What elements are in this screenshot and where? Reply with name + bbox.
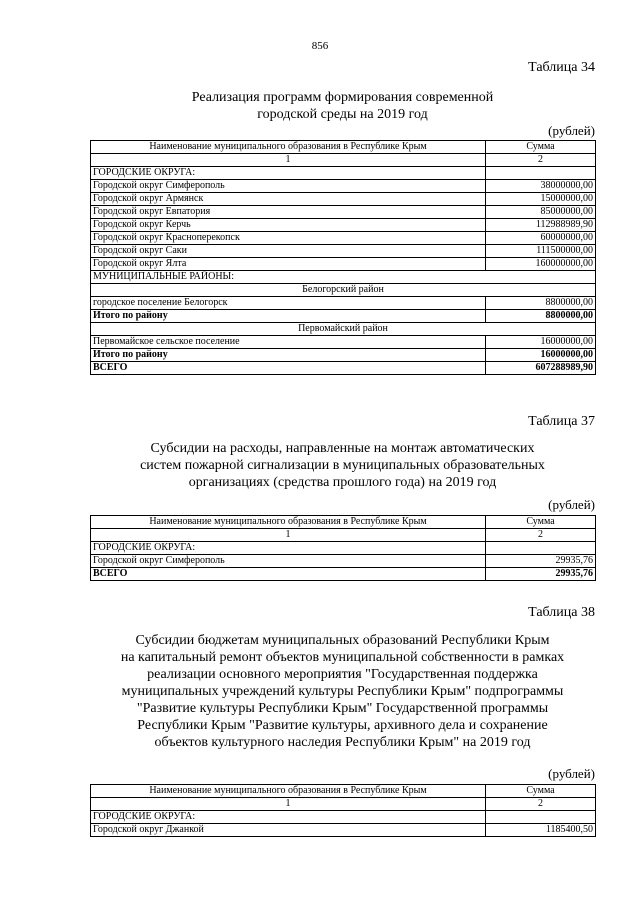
section-label: ГОРОДСКИЕ ОКРУГА: <box>91 811 486 824</box>
table-row <box>91 258 596 271</box>
row-name: Городской округ Ялта <box>91 258 486 271</box>
section-row <box>91 167 596 180</box>
col-name-header: Наименование муниципального образования в Республике Крым <box>91 516 486 529</box>
total-value: 16000000,00 <box>486 349 596 362</box>
col-number-1: 1 <box>91 154 486 167</box>
row-name: Городской округ Симферополь <box>91 180 486 193</box>
title-line: реализации основного мероприятия "Государственная поддержка <box>147 667 538 682</box>
title-line: организациях (средства прошлого года) на 2019 год <box>188 475 497 490</box>
table-row <box>91 297 596 310</box>
table-row <box>91 555 596 568</box>
table-row <box>91 219 596 232</box>
table-38-title <box>90 632 595 751</box>
row-name: Городской округ Саки <box>91 245 486 258</box>
table-34-title <box>90 89 595 123</box>
col-name-header: Наименование муниципального образования в Республике Крым <box>91 141 486 154</box>
col-number-1: 1 <box>91 529 486 542</box>
title-line: Субсидии на расходы, направленные на монтаж автоматических <box>150 441 535 456</box>
title-line: Реализация программ формирования современной <box>191 90 494 105</box>
table-38-label: Таблица 38 <box>528 605 595 620</box>
header-row <box>91 785 596 798</box>
empty-cell <box>486 167 596 180</box>
table-34 <box>90 140 596 375</box>
table-37-label: Таблица 37 <box>528 414 595 429</box>
row-value: 38000000,00 <box>486 180 596 193</box>
row-name: Городской округ Керчь <box>91 219 486 232</box>
grand-total-value: 607288989,90 <box>486 362 596 375</box>
section-row <box>91 811 596 824</box>
col-name-header: Наименование муниципального образования в Республике Крым <box>91 785 486 798</box>
table-row <box>91 206 596 219</box>
grand-total-row <box>91 568 596 581</box>
title-line: Субсидии бюджетам муниципальных образований Республики Крым <box>135 633 550 648</box>
total-label: Итого по району <box>91 349 486 362</box>
grand-total-value: 29935,76 <box>486 568 596 581</box>
col-number-1: 1 <box>91 798 486 811</box>
title-line: объектов культурного наследия Республики Крым" на 2019 год <box>154 735 531 750</box>
row-name: Первомайское сельское поселение <box>91 336 486 349</box>
row-value: 8800000,00 <box>486 297 596 310</box>
col-number-2: 2 <box>486 529 596 542</box>
section-row <box>91 542 596 555</box>
title-line: Республики Крым "Развитие культуры, архивного дела и сохранение <box>137 718 548 733</box>
table-34-unit: (рублей) <box>548 123 595 138</box>
section-row <box>91 271 596 284</box>
col-sum-header: Сумма <box>486 785 596 798</box>
district-row <box>91 323 596 336</box>
table-38-unit: (рублей) <box>548 766 595 781</box>
table-37 <box>90 515 596 581</box>
title-line: "Развитие культуры Республики Крым" Государственной программы <box>136 701 549 716</box>
row-value: 15000000,00 <box>486 193 596 206</box>
header-row <box>91 516 596 529</box>
grand-total-label: ВСЕГО <box>91 568 486 581</box>
table-34-label: Таблица 34 <box>528 60 595 75</box>
col-number-2: 2 <box>486 154 596 167</box>
col-number-2: 2 <box>486 798 596 811</box>
col-number-row <box>91 798 596 811</box>
total-label: Итого по району <box>91 310 486 323</box>
col-sum-header: Сумма <box>486 516 596 529</box>
row-name: Городской округ Симферополь <box>91 555 486 568</box>
row-value: 85000000,00 <box>486 206 596 219</box>
row-value: 1185400,50 <box>486 824 596 837</box>
total-value: 8800000,00 <box>486 310 596 323</box>
row-name: Городской округ Красноперекопск <box>91 232 486 245</box>
title-line: муниципальных учреждений культуры Республики Крым" подпрограммы <box>121 684 564 699</box>
row-value: 16000000,00 <box>486 336 596 349</box>
row-name: Городской округ Армянск <box>91 193 486 206</box>
section-label: ГОРОДСКИЕ ОКРУГА: <box>91 167 486 180</box>
grand-total-label: ВСЕГО <box>91 362 486 375</box>
total-row <box>91 349 596 362</box>
table-row <box>91 245 596 258</box>
table-row <box>91 180 596 193</box>
col-number-row <box>91 529 596 542</box>
empty-cell <box>486 542 596 555</box>
title-line: на капитальный ремонт объектов муниципальной собственности в рамках <box>120 650 565 665</box>
row-value: 29935,76 <box>486 555 596 568</box>
row-value: 111500000,00 <box>486 245 596 258</box>
title-line: городской среды на 2019 год <box>257 107 428 122</box>
section-label: ГОРОДСКИЕ ОКРУГА: <box>91 542 486 555</box>
grand-total-row <box>91 362 596 375</box>
table-38 <box>90 784 596 837</box>
row-name: Городской округ Джанкой <box>91 824 486 837</box>
table-row <box>91 824 596 837</box>
col-number-row <box>91 154 596 167</box>
row-value: 60000000,00 <box>486 232 596 245</box>
title-line: систем пожарной сигнализации в муниципальных образовательных <box>140 458 545 473</box>
row-value: 112988989,90 <box>486 219 596 232</box>
empty-cell <box>486 811 596 824</box>
table-row <box>91 232 596 245</box>
table-37-title <box>90 440 595 491</box>
total-row <box>91 310 596 323</box>
header-row <box>91 141 596 154</box>
table-row <box>91 193 596 206</box>
table-37-unit: (рублей) <box>548 497 595 512</box>
row-value: 160000000,00 <box>486 258 596 271</box>
page-number: 856 <box>311 40 329 52</box>
district-row <box>91 284 596 297</box>
section-label: МУНИЦИПАЛЬНЫЕ РАЙОНЫ: <box>91 271 596 284</box>
row-name: Городской округ Евпатория <box>91 206 486 219</box>
district-name: Белогорский район <box>91 284 596 297</box>
row-name: городское поселение Белогорск <box>91 297 486 310</box>
col-sum-header: Сумма <box>486 141 596 154</box>
district-name: Первомайский район <box>91 323 596 336</box>
table-row <box>91 336 596 349</box>
